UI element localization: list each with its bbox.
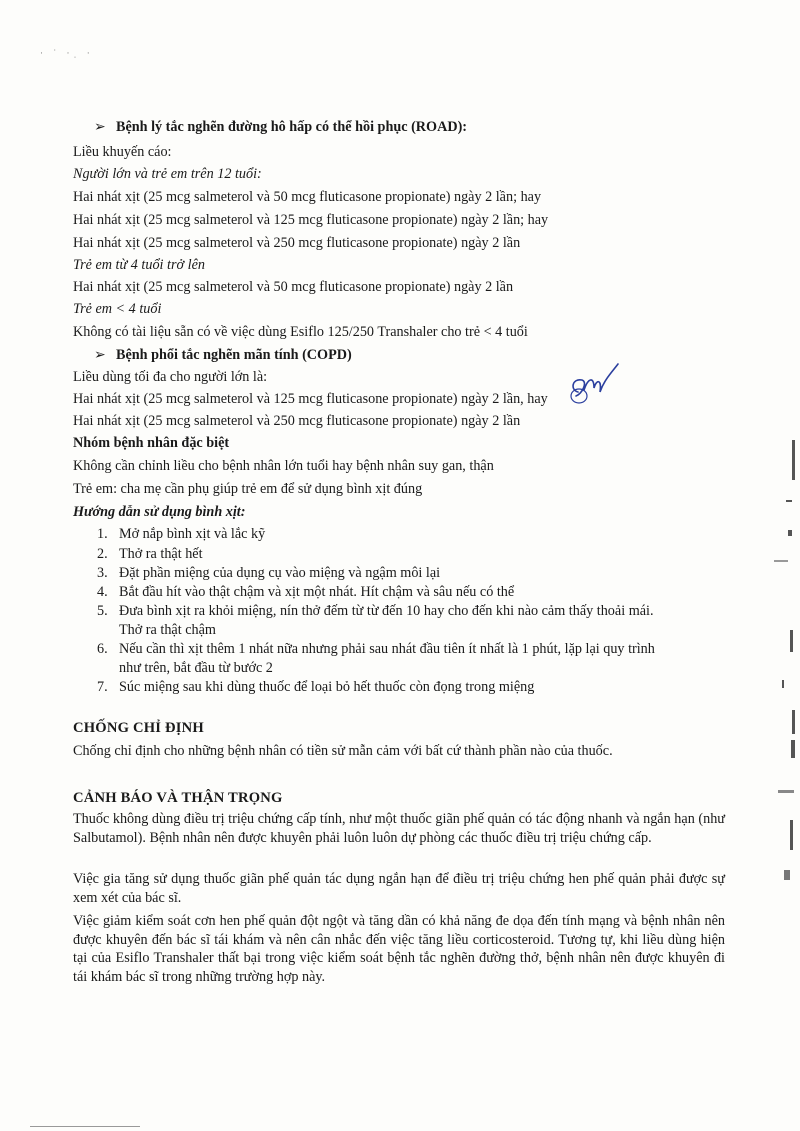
recommended-dose-label: Liều khuyến cáo: (73, 144, 172, 160)
special-line-elderly: Không cần chỉnh liều cho bệnh nhân lớn tuổi hay bệnh nhân suy gan, thận (73, 458, 494, 474)
special-population-heading: Nhóm bệnh nhân đặc biệt (73, 435, 230, 451)
handwritten-initials (568, 360, 628, 410)
usage-step: 7. Súc miệng sau khi dùng thuốc để loại bỏ hết thuốc còn đọng trong miệng (97, 679, 535, 695)
adult-dose-3: Hai nhát xịt (25 mcg salmeterol và 250 mcg fluticasone propionate) ngày 2 lần (73, 235, 521, 251)
adult-dose-1: Hai nhát xịt (25 mcg salmeterol và 50 mcg fluticasone propionate) ngày 2 lần; hay (73, 189, 542, 205)
scan-edge-artifact (764, 440, 800, 960)
usage-step-continuation: như trên, bắt đầu từ bước 2 (119, 660, 273, 676)
arrow-bullet-icon: ➢ (94, 119, 106, 135)
usage-step: 5. Đưa bình xịt ra khỏi miệng, nín thở đếm từ từ đến 10 hay cho đến khi nào cảm thấy thoải mái. (97, 603, 654, 619)
special-line-children: Trẻ em: cha mẹ cần phụ giúp trẻ em để sử dụng bình xịt đúng (73, 481, 423, 497)
contraindications-text: Chống chỉ định cho những bệnh nhân có tiền sử mẫn cảm với bất cứ thành phần nào của thuốc. (73, 743, 613, 759)
children-4-label: Trẻ em từ 4 tuổi trở lên (73, 257, 205, 273)
adults-label: Người lớn và trẻ em trên 12 tuổi: (73, 166, 262, 182)
copd-dose-2: Hai nhát xịt (25 mcg salmeterol và 250 mcg fluticasone propionate) ngày 2 lần (73, 413, 521, 429)
road-heading: ➢ Bệnh lý tắc nghẽn đường hô hấp có thể hồi phục (ROAD): (94, 119, 468, 135)
warnings-heading: CẢNH BÁO VÀ THẬN TRỌNG (73, 790, 283, 806)
contraindications-heading: CHỐNG CHỈ ĐỊNH (73, 720, 204, 736)
usage-step: 4. Bắt đầu hít vào thật chậm và xịt một nhát. Hít chậm và sâu nếu có thể (97, 584, 515, 600)
usage-step: 3. Đặt phần miệng của dụng cụ vào miệng và ngậm môi lại (97, 565, 441, 581)
copd-heading: ➢ Bệnh phổi tắc nghẽn mãn tính (COPD) (94, 347, 352, 363)
warning-paragraph-3: Việc giảm kiểm soát cơn hen phế quản đột ngột và tăng dần có khả năng đe dọa đến tính mạng và bệnh nhân nên được khuyên đến bác sĩ tái khám và nên cân nhắc đến việc tăng liều corticosteroid. Tương tự, khi liều dùng hiện tại của Esiflo Transhaler thất bại trong việc kiểm soát bệnh tắc nghẽn đường thở, bệnh nhân nên được khuyên đi tái khám bác sĩ trong những trường hợp này. (73, 913, 725, 985)
children-under-4-text: Không có tài liệu sẵn có về việc dùng Esiflo 125/250 Transhaler cho trẻ < 4 tuổi (73, 324, 528, 340)
children-4-dose: Hai nhát xịt (25 mcg salmeterol và 50 mcg fluticasone propionate) ngày 2 lần (73, 279, 514, 295)
warning-paragraph-2: Việc gia tăng sử dụng thuốc giãn phế quản tác dụng ngắn hạn để điều trị triệu chứng hen phế quản phải được sự xem xét của bác sĩ. (73, 871, 725, 906)
warning-paragraph-1: Thuốc không dùng điều trị triệu chứng cấp tính, như một thuốc giãn phế quản có tác động nhanh và ngắn hạn (như Salbutamol). Bệnh nhân nên được khuyên phải luôn luôn dự phòng các thuốc điều trị triệu chứng cấp. (73, 811, 725, 846)
copd-max-dose-label: Liều dùng tối đa cho người lớn là: (73, 369, 268, 385)
usage-step: 1. Mở nắp bình xịt và lắc kỹ (97, 526, 266, 542)
usage-step: 2. Thở ra thật hết (97, 546, 203, 562)
children-under-4-label: Trẻ em < 4 tuổi (73, 301, 162, 317)
usage-step: 6. Nếu cần thì xịt thêm 1 nhát nữa nhưng phải sau nhát đầu tiên ít nhất là 1 phút, lặp lại quy trình (97, 641, 655, 657)
usage-step-continuation: Thở ra thật chậm (119, 622, 216, 638)
arrow-bullet-icon: ➢ (94, 347, 106, 363)
bottom-edge-line (30, 1126, 140, 1127)
copd-dose-1: Hai nhát xịt (25 mcg salmeterol và 125 mcg fluticasone propionate) ngày 2 lần, hay (73, 391, 548, 407)
adult-dose-2: Hai nhát xịt (25 mcg salmeterol và 125 mcg fluticasone propionate) ngày 2 lần; hay (73, 212, 549, 228)
usage-heading: Hướng dẫn sử dụng bình xịt: (73, 504, 246, 520)
scan-specks: · ˙ ·ˌ · (40, 48, 94, 58)
